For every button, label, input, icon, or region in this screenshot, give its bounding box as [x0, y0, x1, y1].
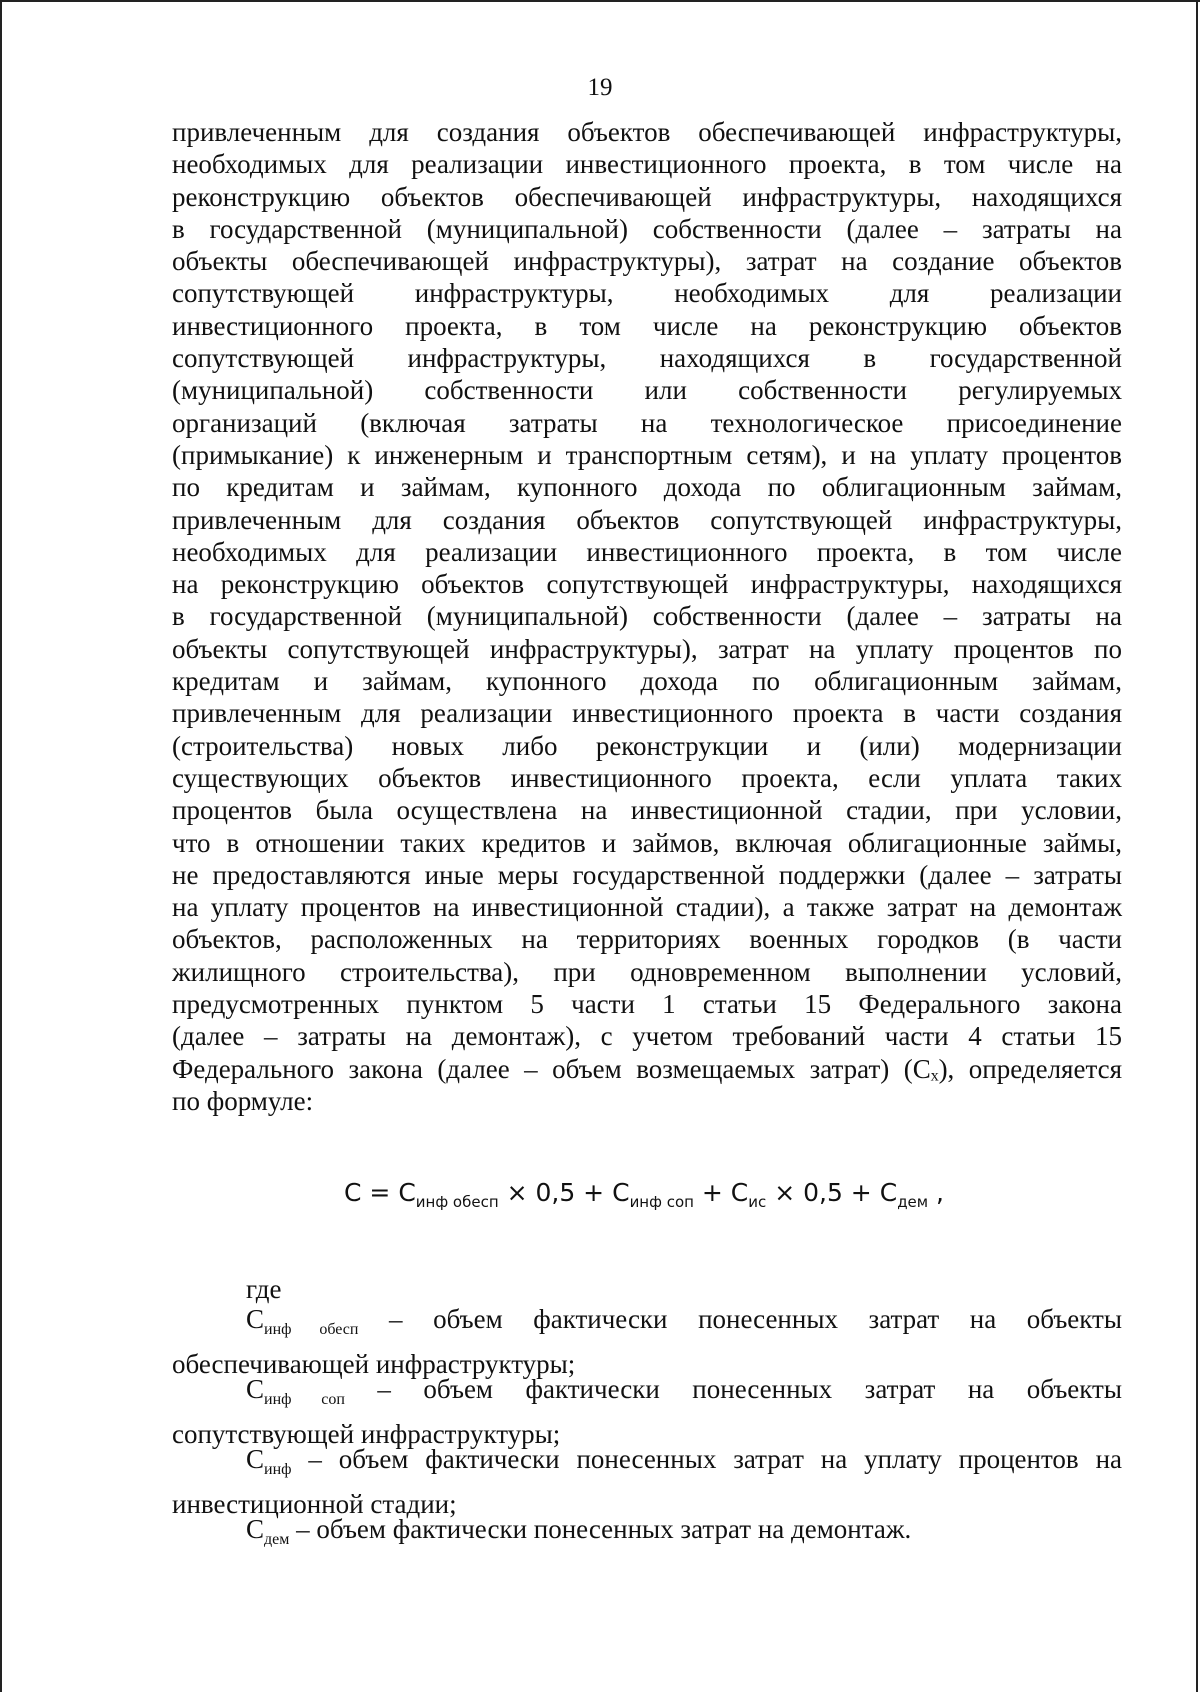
- definition-symbol: $C_{инф соп}$: [246, 1374, 345, 1408]
- paragraph-line: привлеченным для создания объектов обеспечивающей инфраструктуры,: [172, 117, 1122, 147]
- formula-op-2: +: [693, 1178, 731, 1207]
- paragraph-line: по формуле:: [172, 1085, 314, 1116]
- paragraph-line: реконструкцию объектов обеспечивающей инфраструктуры, находящихся: [172, 181, 1122, 212]
- scan-edge-left: [0, 0, 2, 1692]
- definition-text: – объем фактически понесенных затрат на уплату процентов на: [291, 1444, 1122, 1474]
- paragraph-line: кредитам и займам, купонного дохода по облигационным займам,: [172, 666, 1122, 697]
- scan-edge-top: [0, 0, 1200, 2]
- paragraph-line: по кредитам и займам, купонного дохода по облигационным займам,: [172, 472, 1122, 503]
- scan-edge-right: [1196, 0, 1198, 1692]
- paragraph-line: объекты сопутствующей инфраструктуры), затрат на уплату процентов по: [172, 633, 1122, 664]
- paragraph-line: необходимых для реализации инвестиционного проекта, в том числе на: [172, 149, 1122, 180]
- formula-lhs: C: [344, 1178, 362, 1207]
- definition-dem: [172, 1512, 1122, 1557]
- paragraph-line: что в отношении таких кредитов и займов, включая облигационные займы,: [172, 827, 1122, 858]
- paragraph-line: объекты обеспечивающей инфраструктуры), затрат на создание объектов: [172, 246, 1122, 277]
- paragraph-line: необходимых для реализации инвестиционного проекта, в том числе: [172, 536, 1122, 567]
- definition-text: – объем фактически понесенных затрат на объекты: [344, 1374, 1122, 1404]
- paragraph-line: в государственной (муниципальной) собственности (далее – затраты на: [172, 601, 1122, 632]
- paragraph-line: организаций (включая затраты на технологическое присоединение: [172, 407, 1122, 438]
- paragraph-line: сопутствующей инфраструктуры, находящихся в государственной: [172, 343, 1122, 374]
- where-label: где: [246, 1274, 282, 1304]
- formula-term-1: $C_{инф обесп}$: [398, 1178, 499, 1211]
- paragraph-line: на реконструкцию объектов сопутствующей инфраструктуры, находящихся: [172, 569, 1122, 600]
- formula-term-3: $C_{ис}$: [730, 1178, 767, 1211]
- formula-eq: =: [361, 1178, 399, 1207]
- definition-symbol: $C_{инф обесп}$: [246, 1304, 359, 1338]
- formula-term-2: $C_{инф соп}$: [612, 1178, 694, 1211]
- paragraph-line: привлеченным для создания объектов сопутствующей инфраструктуры,: [172, 504, 1122, 535]
- paragraph-line: (строительства) новых либо реконструкции и (или) модернизации: [172, 730, 1122, 761]
- paragraph-line: объектов, расположенных на территориях военных городков (в части: [172, 924, 1122, 955]
- definition-text: – объем фактически понесенных затрат на демонтаж.: [289, 1514, 912, 1544]
- formula: [344, 1178, 944, 1211]
- paragraph-line: (примыкание) к инженерным и транспортным сетям), и на уплату процентов: [172, 439, 1122, 470]
- paragraph-line: (далее – затраты на демонтаж), с учетом требований части 4 статьи 15: [172, 1021, 1122, 1052]
- definition-continuation: инвестиционной стадии;: [172, 1489, 457, 1519]
- paragraph-line: жилищного строительства), при одновременном выполнении условий,: [172, 956, 1122, 987]
- definition-symbol: $C_{дем}$: [246, 1514, 290, 1548]
- paragraph-line: на уплату процентов на инвестиционной стадии), а также затрат на демонтаж: [172, 892, 1122, 923]
- definition-text: – объем фактически понесенных затрат на объекты: [358, 1304, 1122, 1334]
- formula-op-3: × 0,5 +: [766, 1178, 880, 1207]
- paragraph-line: существующих объектов инвестиционного проекта, если уплата таких: [172, 762, 1122, 793]
- definition-continuation: обеспечивающей инфраструктуры;: [172, 1349, 576, 1379]
- definition-inf: [172, 1442, 1122, 1521]
- formula-term-4: $C_{дем}$: [879, 1178, 929, 1211]
- definition-symbol: $C_{инф}$: [246, 1444, 292, 1478]
- paragraph-line: инвестиционного проекта, в том числе на реконструкцию объектов: [172, 310, 1122, 341]
- paragraph-line: в государственной (муниципальной) собственности (далее – затраты на: [172, 213, 1122, 244]
- paragraph-line: сопутствующей инфраструктуры, необходимых для реализации: [172, 278, 1122, 309]
- paragraph-line: Федерального закона (далее – объем возмещаемых затрат) (Cₓ), определяется: [172, 1053, 1122, 1084]
- paragraph-line: (муниципальной) собственности или собственности регулируемых: [172, 375, 1122, 406]
- definition-inf-sop: [172, 1372, 1122, 1451]
- paragraph-line: предусмотренных пунктом 5 части 1 статьи 15 Федерального закона: [172, 989, 1122, 1020]
- paragraph-line: привлеченным для реализации инвестиционного проекта в части создания: [172, 698, 1122, 729]
- definition-continuation: сопутствующей инфраструктуры;: [172, 1419, 561, 1449]
- definition-inf-obesp: [172, 1302, 1122, 1381]
- main-paragraph: [172, 116, 1122, 1117]
- formula-op-1: × 0,5 +: [498, 1178, 613, 1207]
- formula-tail: ,: [928, 1178, 945, 1207]
- paragraph-line: не предоставляются иные меры государственной поддержки (далее – затраты: [172, 859, 1122, 890]
- paragraph-line: процентов была осуществлена на инвестиционной стадии, при условии,: [172, 795, 1122, 826]
- page-number: 19: [587, 74, 613, 101]
